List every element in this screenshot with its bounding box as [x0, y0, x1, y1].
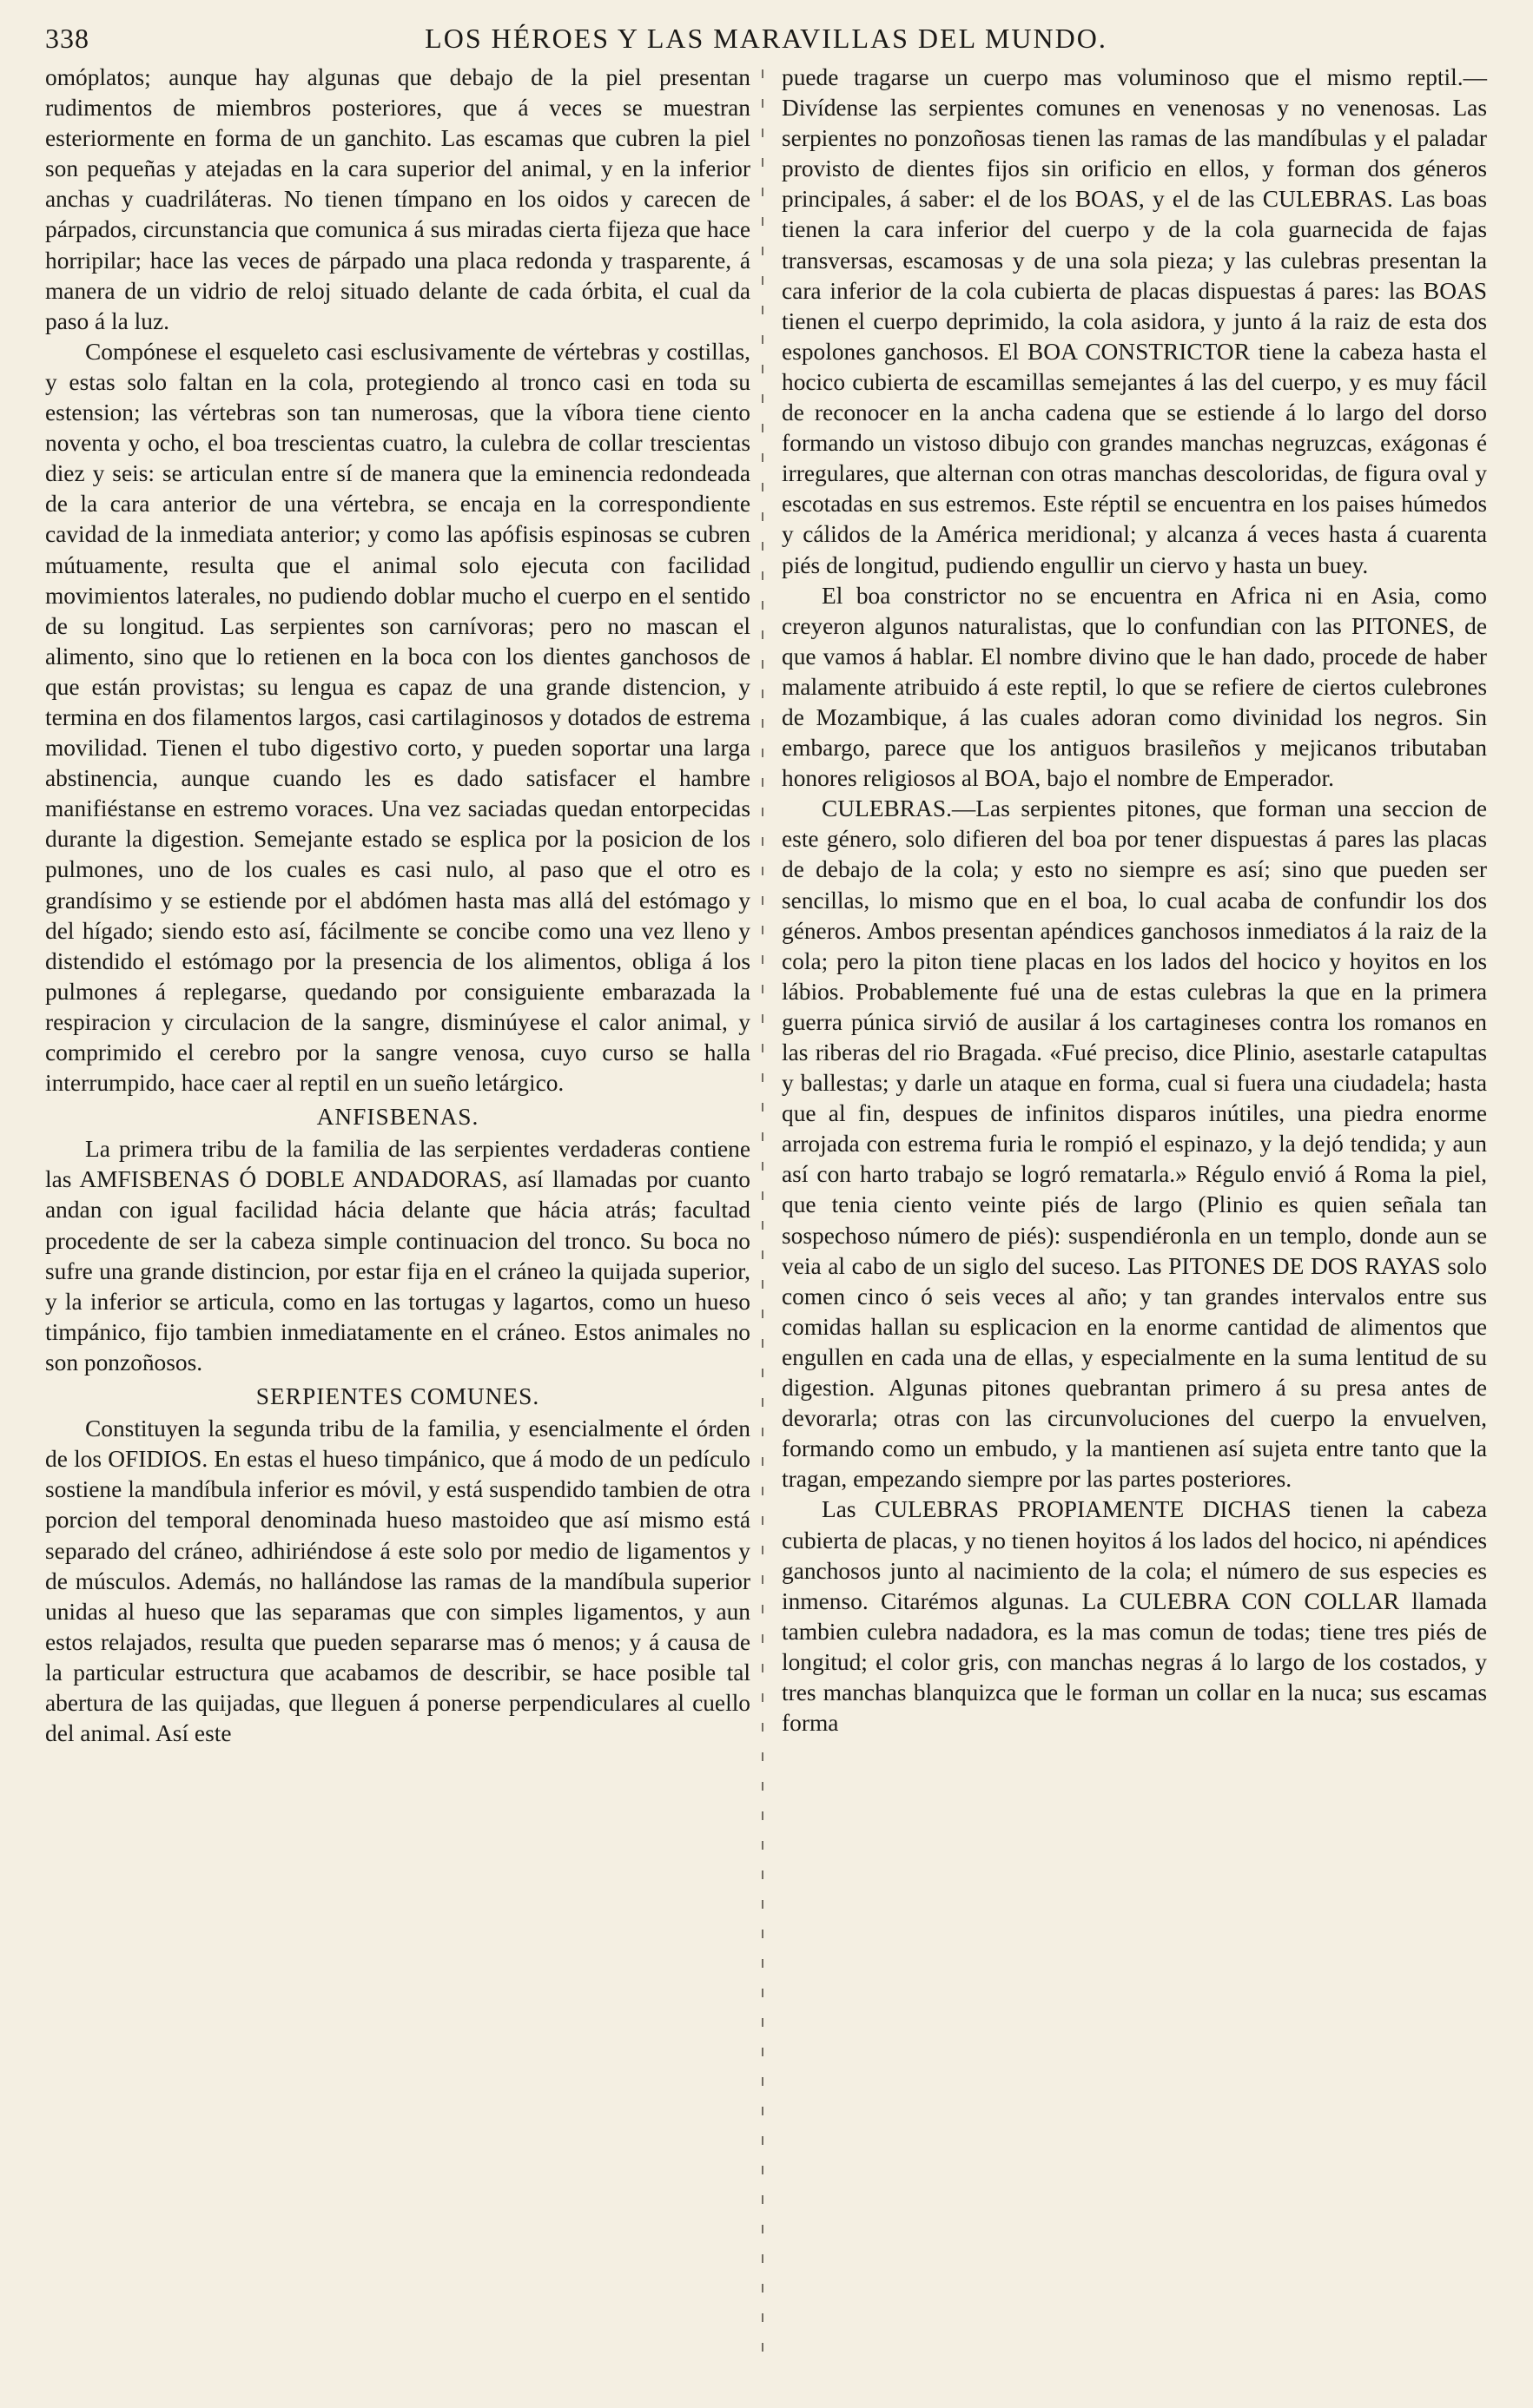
right-paragraph-1: puede tragarse un cuerpo mas voluminoso que el mismo reptil.—Divídense las serpientes comunes en venenosas y no venenosas. Las serpientes no ponzoñosas tienen las ramas de las mandíbulas y el paladar provisto de dientes fijos sin orificio en ellos, y forman dos géneros principales, á saber: el de los BOAS, y el de las CULEBRAS. Las boas tienen la cara inferior del cuerpo y de la cola guarnecida de fajas transversas, escamosas y de una sola pieza; y las culebras presentan la cara inferior de la cola cubierta de placas dispuestas á pares: las BOAS tienen el cuerpo deprimido, la cola asidora, y junto á la raiz de esta dos espolones ganchosos. El BOA CONSTRICTOR tiene la cabeza hasta el hocico cubierta de escamillas semejantes á las del cuerpo, y es muy fácil de reconocer en la ancha cadena que se estiende á lo largo del dorso formando un vistoso dibujo con grandes manchas negruzcas, exágonas é irregulares, que alternan con otras manchas descoloridas, de figura oval y escotadas en sus estremos. Este réptil se encuentra en los paises húmedos y cálidos de la América meridional; y alcanza á veces hasta á cuarenta piés de longitud, pudiendo engullir un ciervo y hasta un buey.: [782, 64, 1487, 578]
section-heading-anfisbenas: ANFISBENAS.: [316, 1104, 479, 1131]
left-paragraph-1: omóplatos; aunque hay algunas que debajo de la piel presentan rudimentos de miembros posteriores, que á veces se muestran esteriormente en forma de un ganchito. Las escamas que cubren la piel son pequeñas y atejadas en la cara superior del animal, y en la inferior anchas y cuadriláteras. No tienen tímpano en los oidos y carecen de párpados, circunstancia que comunica á sus miradas cierta fijeza que hace horripilar; hace las veces de párpado una placa redonda y trasparente, á manera de un vidrio de reloj situado delante de cada órbita, el cual da paso á la luz.: [45, 64, 750, 334]
column-divider: [762, 69, 763, 2353]
left-paragraph-4: Constituyen la segunda tribu de la familia, y esencialmente el órden de los OFIDIOS. En estas el hueso timpánico, que á modo de un pedículo sostiene la mandíbula inferior es móvil, y está suspendido tambien de otra porcion del temporal denominada hueso mastoideo que así mismo está separado del cráneo, adhiriéndose á este solo por medio de ligamentos y de músculos. Además, no hallándose las ramas de la mandíbula superior unidas al hueso que las separamas que con simples ligamentos, y aun estos relajados, resulta que pueden separarse mas ó menos; y á causa de la particular estructura que acabamos de describir, se hace posible tal abertura de las quijadas, que lleguen á ponerse perpendiculares al cuello del animal. Así este: [45, 1415, 750, 1747]
left-paragraph-3: La primera tribu de la familia de las serpientes verdaderas contiene las AMFISBENAS Ó DOBLE ANDADORAS, así llamadas por cuanto andan con igual facilidad hácia delante que hácia atrás; facultad procedente de ser la cabeza simple continuacion del tronco. Su boca no sufre una grande distincion, por estar fija en el cráneo la quijada superior, y la inferior se articula, como en las tortugas y lagartos, como un hueso timpánico, fijo tambien inmediatamente en el cráneo. Estos animales no son ponzoñosos.: [45, 1136, 750, 1376]
right-paragraph-2: El boa constrictor no se encuentra en Africa ni en Asia, como creyeron algunos naturalistas, que lo confundian con las PITONES, de que vamos á hablar. El nombre divino que le han dado, procede de haber malamente atribuido á este reptil, lo que se refiere de ciertos culebrones de Mozambique, á las cuales adoran como divinidad los negros. Sin embargo, parece que los antiguos brasileños y mejicanos tributaban honores religiosos al BOA, bajo el nombre de Emperador.: [782, 582, 1487, 792]
left-column: [45, 63, 750, 1749]
right-paragraph-4: Las CULEBRAS PROPIAMENTE DICHAS tienen la cabeza cubierta de placas, y no tienen hoyitos á los lados del hocico, ni apéndices ganchosos junto al nacimiento de la cola; el número de sus especies es inmenso. Citarémos algunas. La CULEBRA CON COLLAR llamada tambien culebra nadadora, es la mas comun de todas; tiene tres piés de longitud; el color gris, con manchas negras á lo largo de los costados, y tres manchas blanquizca que le forman un collar en la nuca; sus escamas forma: [782, 1496, 1487, 1737]
right-paragraph-3: CULEBRAS.—Las serpientes pitones, que forman una seccion de este género, solo difieren del boa por tener dispuestas á pares las placas de debajo de la cola; y esto no siempre es así; sino que pueden ser sencillas, lo mismo que en el boa, lo cual acaba de confundir los dos géneros. Ambos presentan apéndices ganchosos inmediatos á la raiz de la cola; pero la piton tiene placas en los lados del hocico y hoyitos en los lábios. Probablemente fué una de estas culebras la que en la primera guerra púnica sirvió de ausilar á los cartagineses contra los romanos en las riberas del rio Bragada. «Fué preciso, dice Plinio, asestarle catapultas y ballestas; y darle un ataque en forma, cual si fuera una ciudadela; hasta que al fin, despues de infinitos disparos inútiles, una piedra enorme arrojada con estrema furia le rompió el espinazo, y la dejó tendida; y aun así con harto trabajo se logró rematarla.» Régulo envió á Roma la piel, que tenia ciento veinte piés de largo (Plinio es quien señala tan sospechoso número de piés): suspendiéronla en un templo, donde aun se veia al cabo de un siglo del suceso. Las PITONES DE DOS RAYAS solo comen cinco ó seis veces al año; y tan grandes intervalos entre sus comidas hallan su esplicacion en la enorme cantidad de alimentos que engullen en cada una de ellas, y especialmente en la suma lentitud de su digestion. Algunas pitones quebrantan primero á su presa antes de devorarla; otras con las circunvoluciones del cuerpo la envuelven, formando como un embudo, y la mantienen así sujeta entre tanto que la tragan, empezando siempre por las partes posteriores.: [782, 795, 1487, 1493]
left-paragraph-2: Compónese el esqueleto casi esclusivamente de vértebras y costillas, y estas solo faltan en la cola, protegiendo al tronco casi en toda su estension; las vértebras son tan numerosas, que la víbora tiene ciento noventa y ocho, el boa trescientas cuatro, la culebra de collar trescientas diez y seis: se articulan entre sí de manera que la eminencia redondeada de la cara anterior de una vértebra, se encaja en la correspondiente cavidad de la inmediata anterior; y como las apófisis espinosas se cubren mútuamente, resulta que el animal solo ejecuta con facilidad movimientos laterales, no pudiendo doblar mucho el cuerpo en el sentido de su longitud. Las serpientes son carnívoras; pero no mascan el alimento, sino que lo retienen en la boca con los dientes ganchosos de que están provistas; su lengua es capaz de una grande distencion, y termina en dos filamentos largos, casi cartilaginosos y dotados de estrema movilidad. Tienen el tubo digestivo corto, y pueden soportar una larga abstinencia, aunque cuando les es dado satisfacer el hambre manifiéstanse en estremo voraces. Una vez saciadas quedan entorpecidas durante la digestion. Semejante estado se esplica por la posicion de los pulmones, uno de los cuales es casi nulo, al paso que el otro es grandísimo y se estiende por el abdómen hasta mas allá del estómago y del hígado; siendo esto así, fácilmente se concibe como una vez lleno y distendido el estómago por la presencia de los alimentos, obliga á los pulmones á replegarse, quedando por consiguiente embarazada la respiracion y circulacion de la sangre, disminúyese el calor animal, y comprimido el cerebro por la sangre venosa, cuyo curso se halla interrumpido, hace caer al reptil en un sueño letárgico.: [45, 338, 750, 1097]
section-heading-serpientes-comunes: SERPIENTES COMUNES.: [255, 1383, 540, 1410]
running-title: LOS HÉROES Y LAS MARAVILLAS DEL MUNDO.: [425, 23, 1107, 54]
page-number: 338: [45, 23, 89, 54]
right-column: [782, 63, 1487, 1738]
page-header: [45, 23, 1487, 66]
